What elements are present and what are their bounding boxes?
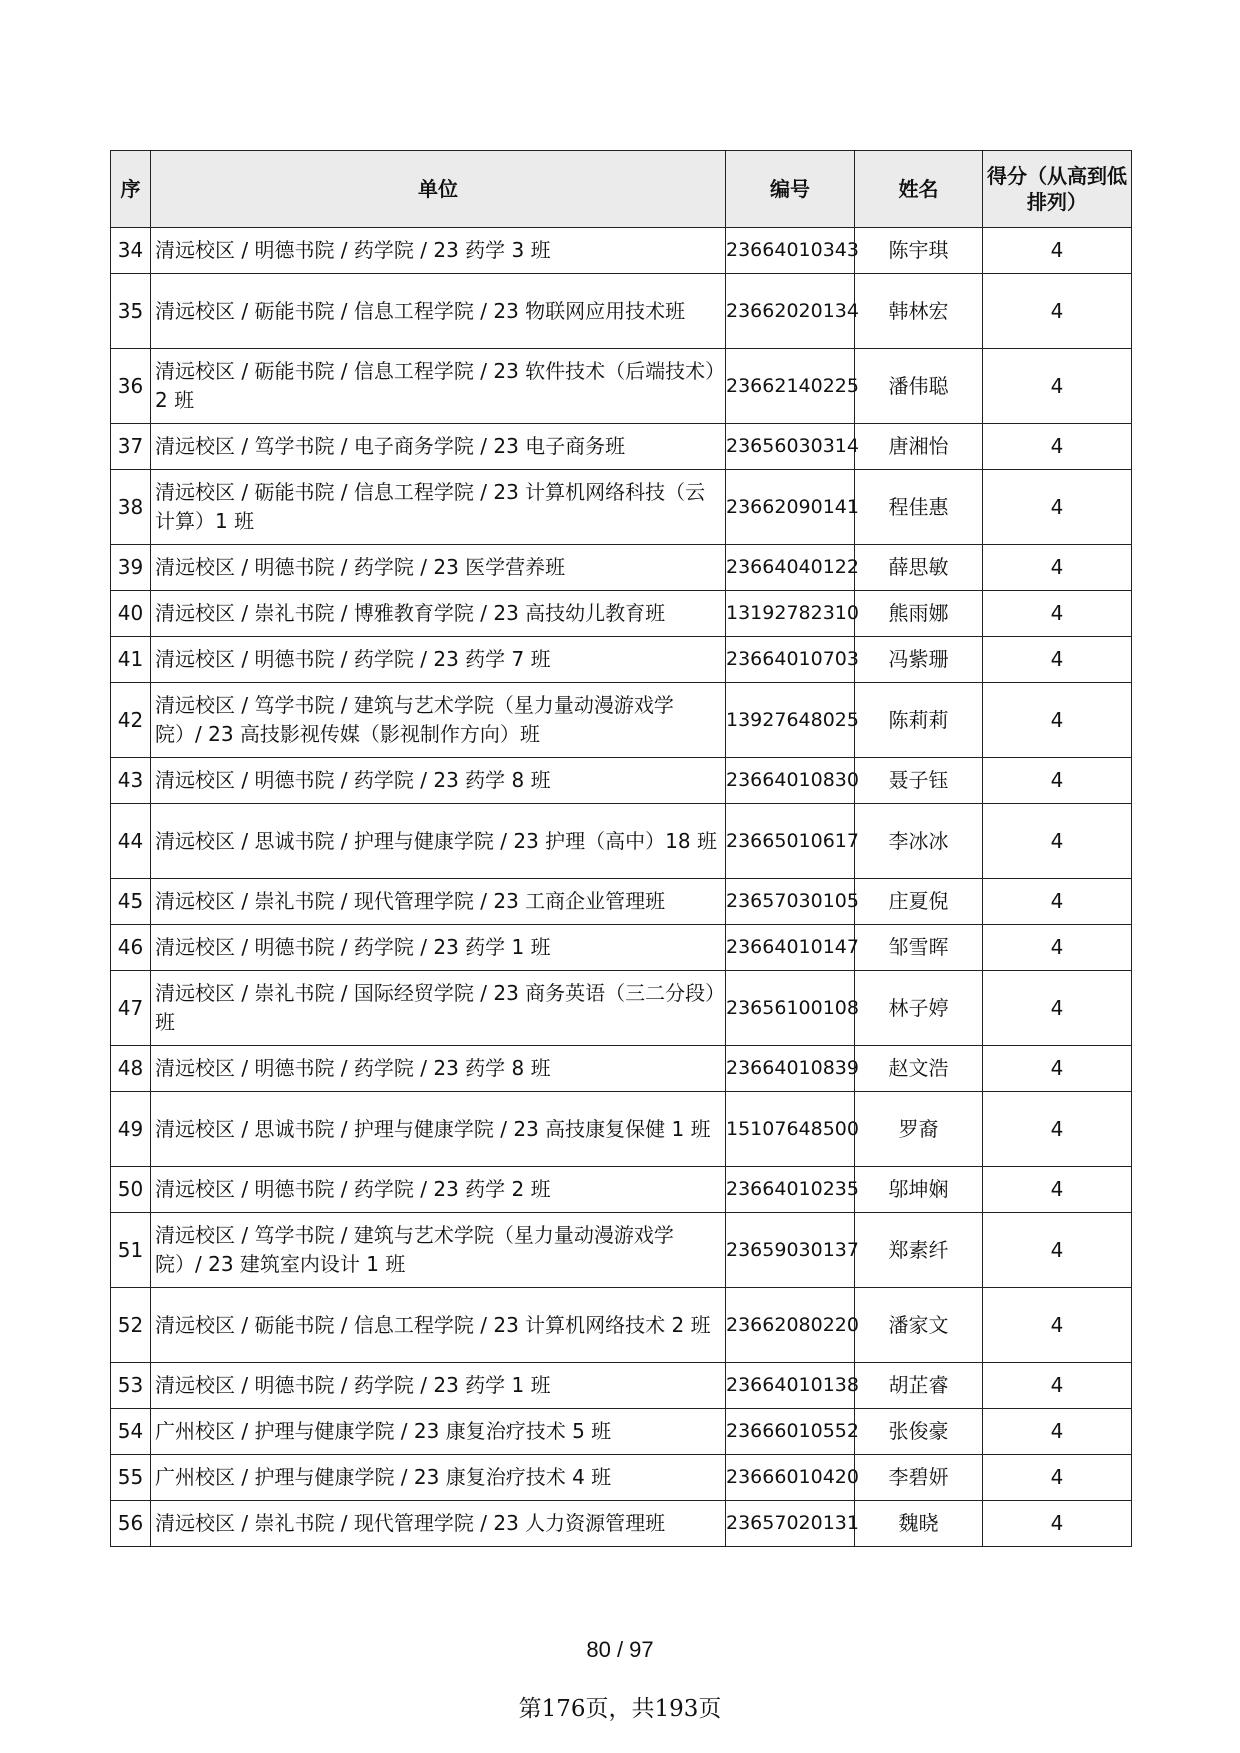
table-header-row [111,151,1132,228]
table-row [111,470,1132,545]
cell-code: 23664010343 [726,228,855,274]
cell-seq: 42 [111,683,151,758]
cell-score: 4 [983,228,1132,274]
cell-seq: 39 [111,545,151,591]
cell-code: 23664010703 [726,637,855,683]
cell-name: 冯紫珊 [855,637,983,683]
table-row [111,349,1132,424]
cell-score: 4 [983,683,1132,758]
total-pages: 第176页，共193页 [518,1696,722,1722]
table-row [111,545,1132,591]
cell-code: 23662020134 [726,274,855,349]
table-row [111,971,1132,1046]
header-seq: 序 [111,151,151,228]
cell-score: 4 [983,879,1132,925]
cell-unit: 清远校区 / 明德书院 / 药学院 / 23 药学 2 班 [151,1167,726,1213]
cell-code: 23665010617 [726,804,855,879]
cell-code: 23664040122 [726,545,855,591]
header-code: 编号 [726,151,855,228]
cell-name: 魏晓 [855,1501,983,1547]
cell-code: 23662080220 [726,1288,855,1363]
cell-score: 4 [983,1363,1132,1409]
cell-seq: 37 [111,424,151,470]
cell-seq: 55 [111,1455,151,1501]
table-row [111,1288,1132,1363]
cell-code: 13927648025 [726,683,855,758]
cell-unit: 清远校区 / 崇礼书院 / 国际经贸学院 / 23 商务英语（三二分段）班 [151,971,726,1046]
cell-name: 熊雨娜 [855,591,983,637]
cell-name: 胡芷睿 [855,1363,983,1409]
cell-name: 邬坤娴 [855,1167,983,1213]
cell-name: 赵文浩 [855,1046,983,1092]
table-row [111,1167,1132,1213]
cell-unit: 清远校区 / 砺能书院 / 信息工程学院 / 23 物联网应用技术班 [151,274,726,349]
cell-seq: 46 [111,925,151,971]
cell-unit: 清远校区 / 明德书院 / 药学院 / 23 医学营养班 [151,545,726,591]
cell-seq: 51 [111,1213,151,1288]
table-row [111,1455,1132,1501]
cell-unit: 清远校区 / 砺能书院 / 信息工程学院 / 23 计算机网络科技（云计算）1 班 [151,470,726,545]
cell-name: 罗裔 [855,1092,983,1167]
cell-score: 4 [983,1501,1132,1547]
cell-score: 4 [983,971,1132,1046]
cell-score: 4 [983,1288,1132,1363]
cell-score: 4 [983,1213,1132,1288]
cell-code: 23664010147 [726,925,855,971]
cell-unit: 清远校区 / 笃学书院 / 建筑与艺术学院（星力量动漫游戏学院）/ 23 高技影视传媒（影视制作方向）班 [151,683,726,758]
cell-name: 潘伟聪 [855,349,983,424]
cell-score: 4 [983,1455,1132,1501]
cell-code: 23666010552 [726,1409,855,1455]
cell-seq: 54 [111,1409,151,1455]
header-unit: 单位 [151,151,726,228]
cell-unit: 清远校区 / 明德书院 / 药学院 / 23 药学 8 班 [151,1046,726,1092]
results-table [110,150,1132,1547]
cell-seq: 44 [111,804,151,879]
cell-seq: 45 [111,879,151,925]
cell-code: 23666010420 [726,1455,855,1501]
cell-unit: 清远校区 / 砺能书院 / 信息工程学院 / 23 计算机网络技术 2 班 [151,1288,726,1363]
cell-name: 陈莉莉 [855,683,983,758]
cell-unit: 清远校区 / 崇礼书院 / 现代管理学院 / 23 人力资源管理班 [151,1501,726,1547]
cell-code: 23659030137 [726,1213,855,1288]
cell-name: 潘家文 [855,1288,983,1363]
cell-seq: 56 [111,1501,151,1547]
cell-code: 23664010138 [726,1363,855,1409]
cell-unit: 清远校区 / 笃学书院 / 建筑与艺术学院（星力量动漫游戏学院）/ 23 建筑室内设计 1 班 [151,1213,726,1288]
cell-seq: 38 [111,470,151,545]
cell-code: 13192782310 [726,591,855,637]
cell-name: 唐湘怡 [855,424,983,470]
cell-code: 23656030314 [726,424,855,470]
cell-seq: 49 [111,1092,151,1167]
cell-seq: 36 [111,349,151,424]
cell-score: 4 [983,758,1132,804]
table-row [111,1213,1132,1288]
cell-unit: 广州校区 / 护理与健康学院 / 23 康复治疗技术 5 班 [151,1409,726,1455]
cell-name: 韩林宏 [855,274,983,349]
cell-score: 4 [983,637,1132,683]
cell-unit: 清远校区 / 砺能书院 / 信息工程学院 / 23 软件技术（后端技术）2 班 [151,349,726,424]
table-row [111,274,1132,349]
table-row [111,804,1132,879]
cell-unit: 清远校区 / 明德书院 / 药学院 / 23 药学 7 班 [151,637,726,683]
cell-seq: 53 [111,1363,151,1409]
table-row [111,758,1132,804]
cell-seq: 52 [111,1288,151,1363]
cell-score: 4 [983,804,1132,879]
cell-seq: 34 [111,228,151,274]
cell-score: 4 [983,1046,1132,1092]
cell-unit: 清远校区 / 笃学书院 / 电子商务学院 / 23 电子商务班 [151,424,726,470]
table-row [111,424,1132,470]
table-row [111,1363,1132,1409]
cell-unit: 清远校区 / 崇礼书院 / 博雅教育学院 / 23 高技幼儿教育班 [151,591,726,637]
table-row [111,1046,1132,1092]
cell-seq: 47 [111,971,151,1046]
table-row [111,1092,1132,1167]
cell-code: 23656100108 [726,971,855,1046]
cell-score: 4 [983,1092,1132,1167]
cell-unit: 清远校区 / 思诚书院 / 护理与健康学院 / 23 高技康复保健 1 班 [151,1092,726,1167]
cell-code: 23664010839 [726,1046,855,1092]
cell-name: 张俊豪 [855,1409,983,1455]
cell-score: 4 [983,470,1132,545]
cell-code: 23662090141 [726,470,855,545]
cell-name: 程佳惠 [855,470,983,545]
results-table-container [110,150,1131,1547]
cell-unit: 清远校区 / 思诚书院 / 护理与健康学院 / 23 护理（高中）18 班 [151,804,726,879]
cell-name: 聂子钰 [855,758,983,804]
cell-name: 邹雪晖 [855,925,983,971]
cell-seq: 35 [111,274,151,349]
cell-code: 23657020131 [726,1501,855,1547]
cell-score: 4 [983,349,1132,424]
cell-score: 4 [983,1167,1132,1213]
header-name: 姓名 [855,151,983,228]
header-score: 得分（从高到低排列） [983,151,1132,228]
cell-code: 23664010235 [726,1167,855,1213]
cell-unit: 清远校区 / 明德书院 / 药学院 / 23 药学 8 班 [151,758,726,804]
cell-score: 4 [983,1409,1132,1455]
cell-seq: 48 [111,1046,151,1092]
cell-code: 23657030105 [726,879,855,925]
cell-score: 4 [983,424,1132,470]
cell-unit: 清远校区 / 崇礼书院 / 现代管理学院 / 23 工商企业管理班 [151,879,726,925]
cell-name: 李冰冰 [855,804,983,879]
cell-name: 庄夏倪 [855,879,983,925]
cell-unit: 清远校区 / 明德书院 / 药学院 / 23 药学 1 班 [151,925,726,971]
cell-name: 李碧妍 [855,1455,983,1501]
cell-seq: 41 [111,637,151,683]
cell-seq: 40 [111,591,151,637]
cell-score: 4 [983,591,1132,637]
cell-code: 23662140225 [726,349,855,424]
cell-seq: 43 [111,758,151,804]
table-row [111,1501,1132,1547]
cell-name: 薛思敏 [855,545,983,591]
cell-unit: 清远校区 / 明德书院 / 药学院 / 23 药学 1 班 [151,1363,726,1409]
cell-name: 郑素纤 [855,1213,983,1288]
cell-score: 4 [983,274,1132,349]
table-row [111,637,1132,683]
table-row [111,683,1132,758]
table-row [111,879,1132,925]
cell-score: 4 [983,925,1132,971]
table-row [111,228,1132,274]
cell-unit: 清远校区 / 明德书院 / 药学院 / 23 药学 3 班 [151,228,726,274]
table-row [111,1409,1132,1455]
cell-unit: 广州校区 / 护理与健康学院 / 23 康复治疗技术 4 班 [151,1455,726,1501]
cell-name: 陈宇琪 [855,228,983,274]
cell-name: 林子婷 [855,971,983,1046]
table-row [111,925,1132,971]
page-indicator: 80 / 97 [586,1637,654,1662]
table-row [111,591,1132,637]
cell-code: 15107648500 [726,1092,855,1167]
cell-seq: 50 [111,1167,151,1213]
cell-code: 23664010830 [726,758,855,804]
cell-score: 4 [983,545,1132,591]
